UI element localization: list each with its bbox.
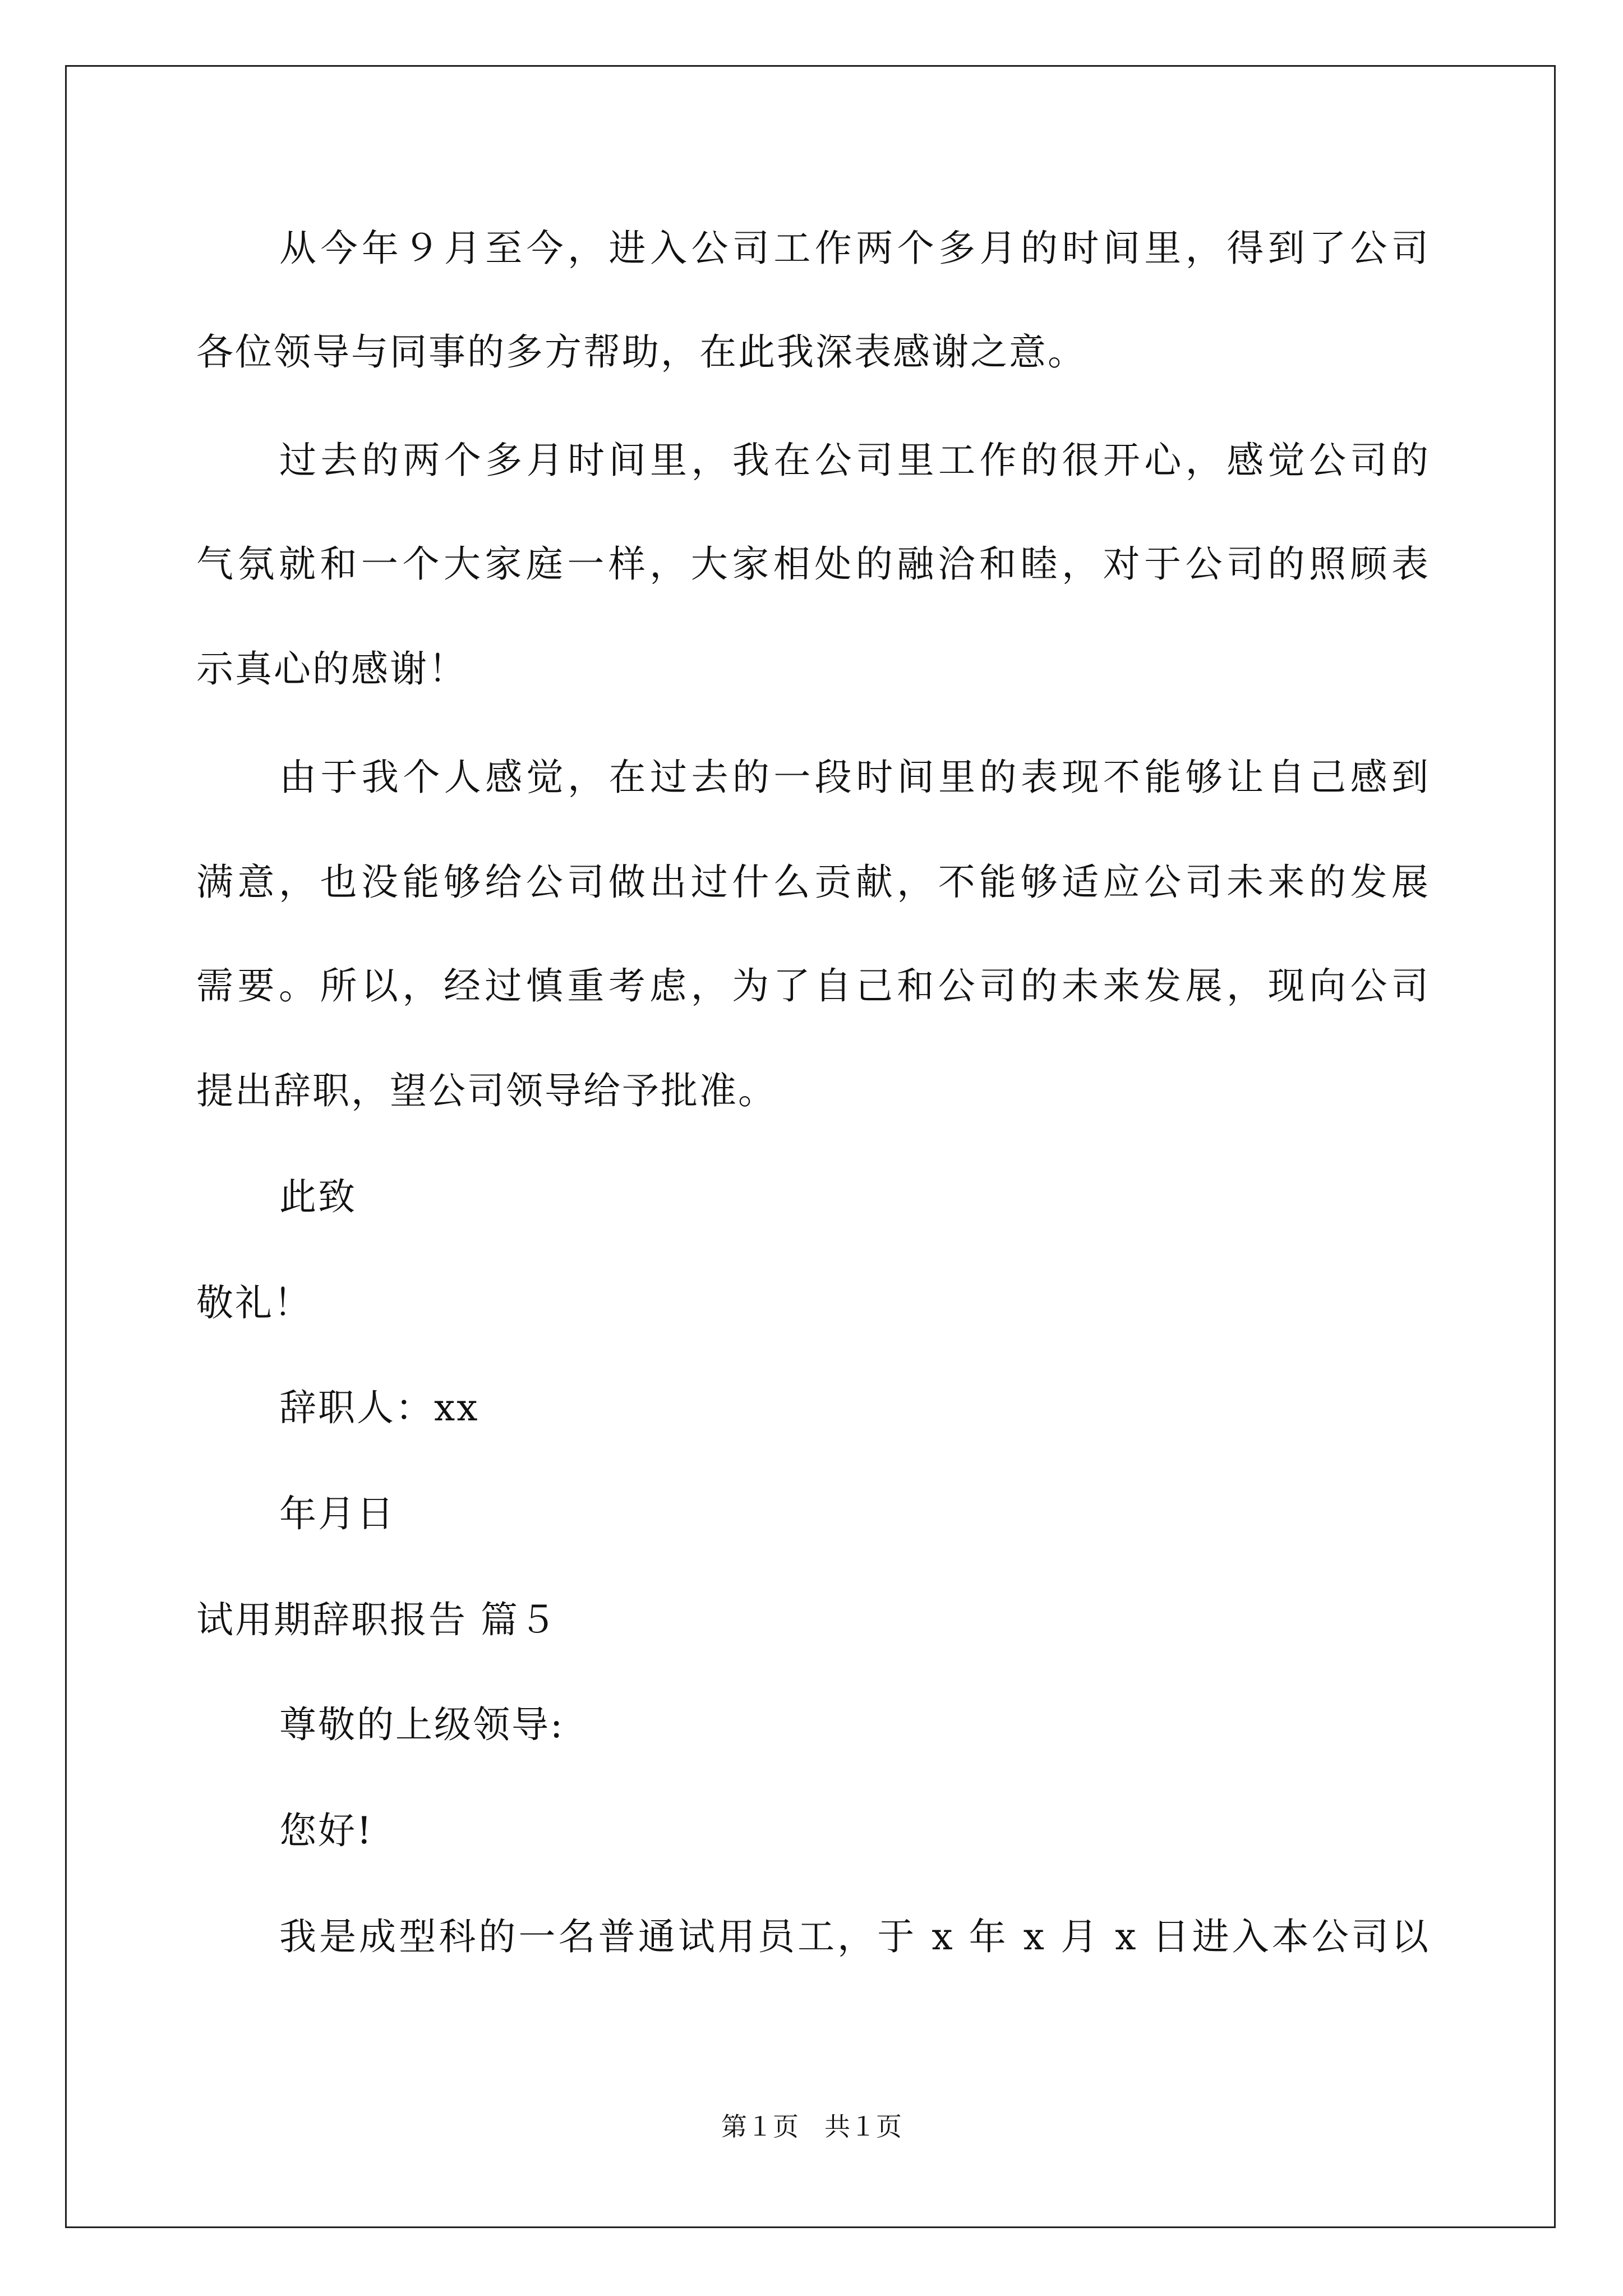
paragraph-line: 示真心的感谢！ bbox=[196, 647, 467, 691]
greeting-line: 您好! bbox=[279, 1809, 374, 1852]
paragraph-line: 提出辞职，望公司领导给予批准。 bbox=[196, 1069, 777, 1112]
paragraph-line: 各位领导与同事的多方帮助，在此我深表感谢之意。 bbox=[196, 330, 1086, 374]
page-number: 第１页 共１页 bbox=[721, 2113, 902, 2141]
date-line: 年月日 bbox=[279, 1492, 395, 1535]
paragraph-line: 从今年９月至今，进入公司工作两个多月的时间里，得到了公司 bbox=[279, 227, 1430, 270]
section-heading: 试用期辞职报告 篇５ bbox=[196, 1598, 558, 1641]
paragraph-line: 气氛就和一个大家庭一样，大家相处的融洽和睦，对于公司的照顾表 bbox=[196, 542, 1430, 586]
salutation-line: 敬礼！ bbox=[196, 1281, 312, 1324]
paragraph-line: 需要。所以，经过慎重考虑，为了自己和公司的未来发展，现向公司 bbox=[196, 964, 1430, 1007]
paragraph-line: 过去的两个多月时间里，我在公司里工作的很开心，感觉公司的 bbox=[279, 439, 1430, 482]
closing-line: 此致 bbox=[279, 1175, 357, 1218]
paragraph-line: 满意，也没能够给公司做出过什么贡献，不能够适应公司未来的发展 bbox=[196, 861, 1430, 904]
signature-line: 辞职人：xx bbox=[279, 1386, 479, 1429]
page-border bbox=[65, 65, 1556, 2228]
paragraph-line: 我是成型科的一名普通试用员工，于 x 年 x 月 x 日进入本公司以 bbox=[279, 1915, 1430, 1958]
paragraph-line: 由于我个人感觉，在过去的一段时间里的表现不能够让自己感到 bbox=[279, 756, 1430, 799]
greeting-line: 尊敬的上级领导: bbox=[279, 1703, 565, 1746]
